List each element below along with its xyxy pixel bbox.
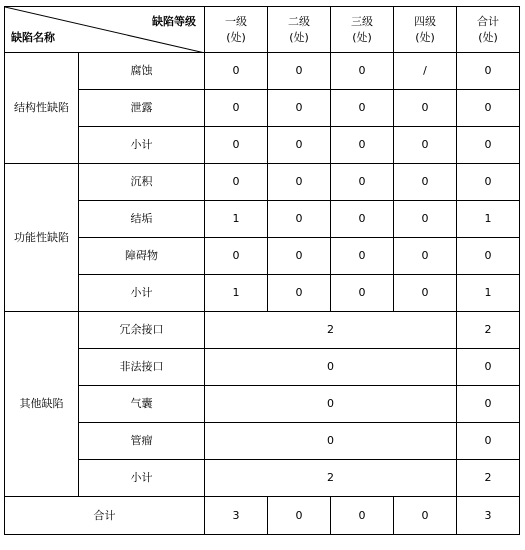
value-cell: 0 [394,201,457,238]
total-cell: 0 [457,53,520,90]
total-cell: 1 [457,275,520,312]
table-row [5,164,520,201]
defect-name: 障碍物 [79,238,205,275]
header-defect-name: 缺陷名称 [11,31,55,44]
value-cell: 0 [331,127,394,164]
value-cell: 1 [205,201,268,238]
total-cell: 0 [457,164,520,201]
defect-name: 气囊 [79,386,205,423]
grand-total-label: 合计 [5,497,205,535]
value-cell: 1 [205,275,268,312]
defect-name: 泄露 [79,90,205,127]
merged-value-cell: 0 [205,349,457,386]
total-cell: 0 [457,423,520,460]
value-cell: 0 [268,53,331,90]
defect-statistics-table [4,6,520,535]
defect-name: 小计 [79,275,205,312]
subtotal-row [5,275,520,312]
value-cell: 0 [205,127,268,164]
total-cell: 1 [457,201,520,238]
header-defect-level: 缺陷等级 [152,15,196,28]
header-total: 合计 (处) [457,7,520,53]
defect-name: 小计 [79,460,205,497]
value-cell: 0 [268,127,331,164]
header-level-4: 四级 (处) [394,7,457,53]
value-cell: 0 [268,275,331,312]
merged-value-cell: 0 [205,386,457,423]
value-cell: 0 [331,164,394,201]
header-row [5,7,520,53]
value-cell: 0 [394,497,457,535]
total-cell: 2 [457,460,520,497]
defect-name: 沉积 [79,164,205,201]
value-cell: 0 [331,201,394,238]
value-cell: 3 [205,497,268,535]
value-cell: 0 [268,238,331,275]
category-structural: 结构性缺陷 [5,53,79,164]
value-cell: 0 [394,127,457,164]
value-cell: 0 [331,53,394,90]
value-cell: 0 [394,164,457,201]
merged-value-cell: 2 [205,312,457,349]
value-cell: 0 [331,90,394,127]
defect-name: 小计 [79,127,205,164]
defect-name: 冗余接口 [79,312,205,349]
table-row [5,312,520,349]
value-cell: 0 [331,275,394,312]
table-row [5,238,520,275]
category-other: 其他缺陷 [5,312,79,497]
subtotal-row [5,127,520,164]
value-cell: 0 [331,238,394,275]
value-cell: 0 [268,497,331,535]
total-cell: 3 [457,497,520,535]
value-cell: 0 [268,164,331,201]
value-cell: 0 [205,164,268,201]
table-row [5,423,520,460]
value-cell: 0 [205,53,268,90]
table-row [5,349,520,386]
defect-name: 腐蚀 [79,53,205,90]
value-cell: 0 [268,90,331,127]
header-level-3: 三级 (处) [331,7,394,53]
category-functional: 功能性缺陷 [5,164,79,312]
table-row [5,201,520,238]
merged-value-cell: 2 [205,460,457,497]
value-cell: 0 [268,201,331,238]
header-level-2: 二级 (处) [268,7,331,53]
total-cell: 0 [457,90,520,127]
diagonal-corner-header [5,7,205,53]
grand-total-row [5,497,520,535]
value-cell: 0 [205,238,268,275]
header-level-1: 一级 (处) [205,7,268,53]
value-cell: 0 [205,90,268,127]
value-cell: 0 [394,275,457,312]
table-row [5,90,520,127]
subtotal-row [5,460,520,497]
total-cell: 0 [457,238,520,275]
table-row [5,386,520,423]
value-cell: / [394,53,457,90]
value-cell: 0 [394,90,457,127]
total-cell: 0 [457,127,520,164]
total-cell: 0 [457,349,520,386]
total-cell: 2 [457,312,520,349]
merged-value-cell: 0 [205,423,457,460]
defect-name: 管瘤 [79,423,205,460]
value-cell: 0 [331,497,394,535]
table-row [5,53,520,90]
total-cell: 0 [457,386,520,423]
defect-name: 结垢 [79,201,205,238]
value-cell: 0 [394,238,457,275]
defect-name: 非法接口 [79,349,205,386]
